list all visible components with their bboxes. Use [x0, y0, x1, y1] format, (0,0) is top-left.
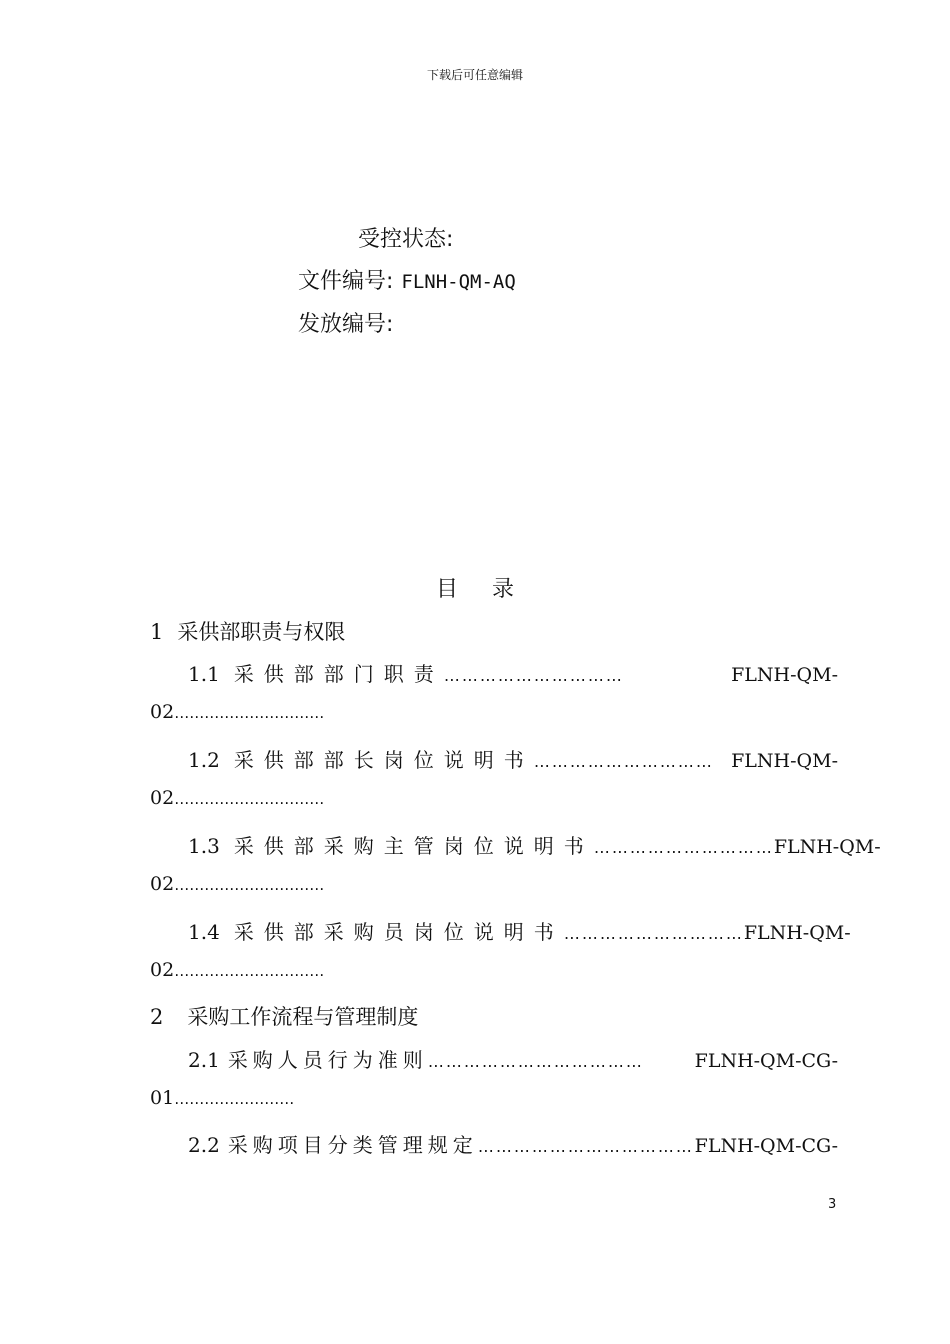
section-number: 2	[150, 1005, 164, 1029]
toc-title: 目录	[435, 577, 548, 602]
entry-title: 采购项目分类管理规定	[227, 1133, 478, 1157]
entry-cont-dots: …………………………	[174, 790, 325, 808]
toc-entry-2-2[interactable]	[188, 1129, 838, 1158]
entry-code-cont: 02	[150, 787, 175, 809]
toc-entry-1-4[interactable]	[188, 916, 851, 945]
entry-code: FLNH-QM-CG-	[694, 1050, 838, 1072]
file-number-label: 文件编号:	[298, 269, 394, 294]
entry-code-cont: 02	[150, 959, 175, 981]
section-number: 1	[150, 620, 164, 644]
toc-entry-1-2-continuation	[150, 787, 324, 809]
file-number-value: FLNH-QM-AQ	[401, 271, 516, 293]
entry-code-cont: 02	[150, 701, 175, 723]
toc-entry-1-1-continuation	[150, 701, 324, 723]
section-title: 采购工作流程与管理制度	[187, 1005, 419, 1029]
entry-code: FLNH-QM-	[731, 664, 838, 686]
entry-code-cont: 01	[150, 1087, 175, 1109]
entry-number: 1.3	[188, 834, 220, 858]
entry-leader-dots: ………………………………	[427, 1052, 644, 1071]
toc-section-1	[150, 616, 345, 646]
toc-entry-1-2[interactable]	[188, 744, 838, 773]
entry-number: 1.2	[188, 748, 220, 772]
entry-number: 2.1	[188, 1048, 220, 1072]
entry-title: 采供部部门职责	[233, 662, 444, 686]
page-number: 3	[828, 1197, 837, 1212]
toc-entry-2-1[interactable]	[188, 1044, 838, 1073]
entry-title: 采购人员行为准则	[227, 1048, 428, 1072]
control-status-label: 受控状态:	[358, 227, 454, 252]
issue-number-label: 发放编号:	[298, 312, 394, 337]
entry-number: 1.1	[188, 662, 220, 686]
entry-cont-dots: ……………………	[174, 1090, 295, 1108]
toc-entry-1-4-continuation	[150, 959, 324, 981]
toc-section-2	[150, 1001, 418, 1031]
entry-leader-dots: ………………………………	[477, 1137, 694, 1156]
entry-number: 1.4	[188, 920, 220, 944]
toc-entry-1-3[interactable]	[188, 830, 881, 859]
entry-code: FLNH-QM-	[743, 922, 851, 944]
entry-title: 采供部部长岗位说明书	[233, 748, 534, 772]
entry-cont-dots: …………………………	[174, 876, 325, 894]
file-number-line	[298, 264, 516, 295]
toc-entry-1-3-continuation	[150, 873, 324, 895]
entry-leader-dots: …………………………	[563, 924, 744, 943]
section-title: 采供部职责与权限	[177, 620, 346, 644]
entry-code: FLNH-QM-	[731, 750, 838, 772]
toc-entry-2-1-continuation	[150, 1087, 294, 1109]
entry-code: FLNH-QM-	[773, 836, 881, 858]
entry-number: 2.2	[188, 1133, 220, 1157]
entry-leader-dots: …………………………	[443, 666, 624, 685]
entry-leader-dots: …………………………	[533, 752, 714, 771]
entry-leader-dots: …………………………	[593, 838, 774, 857]
entry-title: 采供部采购员岗位说明书	[233, 920, 564, 944]
entry-title: 采供部采购主管岗位说明书	[233, 834, 594, 858]
entry-cont-dots: …………………………	[174, 962, 325, 980]
toc-entry-1-1[interactable]	[188, 658, 838, 687]
entry-code-cont: 02	[150, 873, 175, 895]
entry-cont-dots: …………………………	[174, 704, 325, 722]
page-header: 下载后可任意编辑	[426, 68, 523, 82]
entry-code: FLNH-QM-CG-	[694, 1135, 838, 1157]
